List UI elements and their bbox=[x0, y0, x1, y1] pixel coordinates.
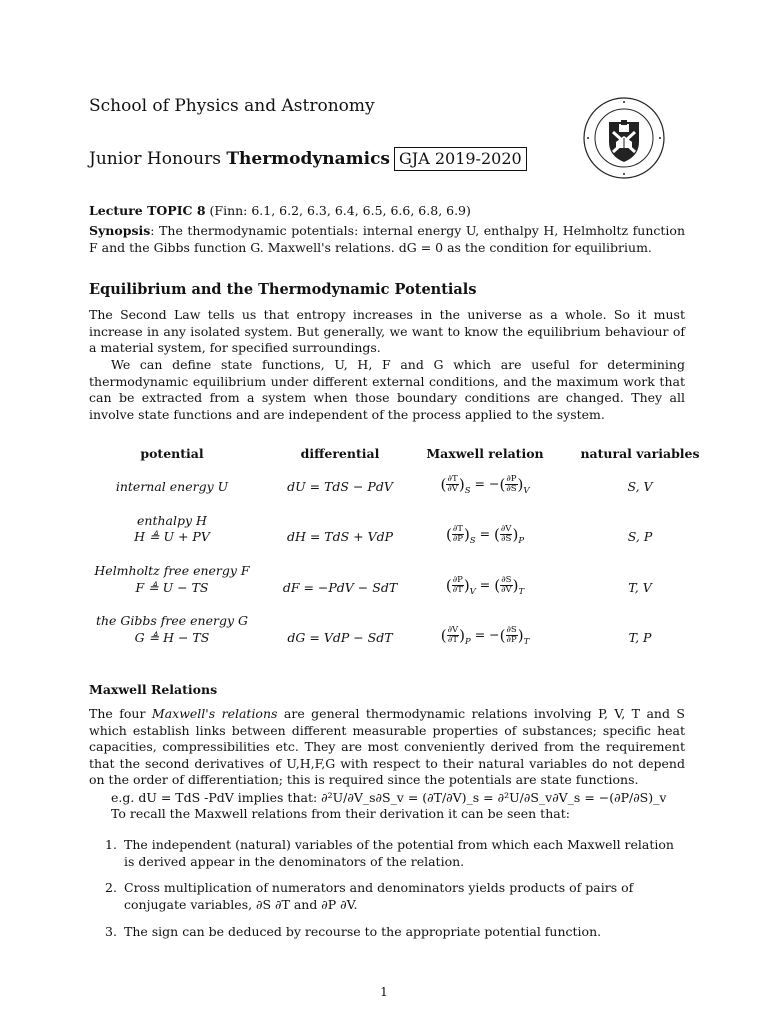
paragraph-maxwell-intro: The four Maxwell's relations are general thermodynamic relations involving P, V, T and S which establish links between different measurable properties of substances; specific heat capacities, compressibilities etc. They are most conveniently derived from the requirement that the second derivatives of U,H,F,G with respect to their natural variables do not depend on the order of differentiation; this is required since the potentials are state functions. bbox=[89, 706, 685, 788]
table-cell-differential: dG = VdP − SdT bbox=[287, 630, 393, 645]
table-header-maxwell: Maxwell relation bbox=[426, 446, 544, 461]
lecture-line bbox=[89, 203, 471, 218]
synopsis-text: : The thermodynamic potentials: internal energy U, enthalpy H, Helmholtz function F and the Gibbs function G. Maxwell's relations. dG = 0 as the condition for equilibrium. bbox=[89, 223, 685, 255]
table-cell-potential-definition: H ≜ U + PV bbox=[134, 529, 210, 544]
list-item: 2. Cross multiplication of numerators and denominators yields products of pairs of conjugate variables, ∂S ∂T and ∂P ∂V. bbox=[105, 880, 634, 912]
paragraph-state-functions: We can define state functions, U, H, F and G which are useful for determining thermodynamic equilibrium under different external conditions, and the maximum work that can be extracted from a system when those boundary conditions are changed. They all involve state functions and are independent of the process applied to the system. bbox=[89, 357, 685, 422]
page-number: 1 bbox=[380, 985, 388, 999]
table-cell-potential: internal energy U bbox=[115, 479, 229, 494]
table-cell-natural: S, P bbox=[627, 529, 653, 544]
table-cell-differential: dF = −PdV − SdT bbox=[282, 580, 398, 595]
section-heading-maxwell-relations: Maxwell Relations bbox=[89, 682, 218, 697]
table-cell-potential: Helmholtz free energy F bbox=[94, 563, 250, 578]
table-cell-maxwell: ( $\frac{\partial T}{\partial P}$ )$_S$ = ( $\frac{\partial V}{\partial S}$ )$_P$ bbox=[445, 524, 525, 546]
table-cell-differential: dH = TdS + VdP bbox=[286, 529, 394, 544]
course-subject: Thermodynamics bbox=[226, 149, 390, 169]
table-cell-maxwell: ( $\frac{\partial T}{\partial V}$ )$_S$ = −( $\frac{\partial P}{\partial S}$ )$_V$ bbox=[440, 474, 530, 496]
table-cell-potential-definition: G ≜ H − TS bbox=[134, 630, 210, 645]
section-heading-equilibrium: Equilibrium and the Thermodynamic Potentials bbox=[89, 281, 477, 298]
table-header-differential: differential bbox=[300, 446, 380, 461]
table-cell-maxwell: ( $\frac{\partial V}{\partial T}$ )$_P$ = −( $\frac{\partial S}{\partial P}$ )$_T$ bbox=[440, 625, 530, 647]
example-derivation: e.g. dU = TdS -PdV implies that: ∂²U/∂V_s∂S_v = (∂T/∂V)_s = ∂²U/∂S_v∂V_s = −(∂P/∂S)_v bbox=[111, 790, 667, 805]
table-header-potential: potential bbox=[140, 446, 204, 461]
table-header-natural-variables: natural variables bbox=[580, 446, 700, 461]
recall-sentence: To recall the Maxwell relations from their derivation it can be seen that: bbox=[111, 806, 570, 821]
synopsis bbox=[89, 222, 685, 256]
course-prefix: Junior Honours bbox=[89, 149, 227, 169]
list-item: 3. The sign can be deduced by recourse to the appropriate potential function. bbox=[105, 924, 602, 939]
table-cell-differential: dU = TdS − PdV bbox=[287, 479, 393, 494]
university-crest-logo bbox=[582, 96, 666, 180]
table-cell-natural: T, V bbox=[628, 580, 652, 595]
synopsis-label: Synopsis bbox=[89, 223, 151, 238]
lecture-label: Lecture TOPIC 8 bbox=[89, 203, 206, 218]
table-cell-maxwell: ( $\frac{\partial P}{\partial T}$ )$_V$ = ( $\frac{\partial S}{\partial V}$ )$_T$ bbox=[445, 575, 525, 597]
table-cell-potential-definition: F ≜ U − TS bbox=[135, 580, 209, 595]
table-cell-natural: S, V bbox=[627, 479, 653, 494]
maxwell-relations-term: Maxwell's relations bbox=[151, 706, 278, 721]
list-item: 1. The independent (natural) variables of the potential from which each Maxwell relation is derived appear in the denominators of the relation. bbox=[105, 837, 674, 869]
table-cell-potential: the Gibbs free energy G bbox=[95, 613, 249, 628]
school-name: School of Physics and Astronomy bbox=[89, 96, 375, 116]
lecture-refs: (Finn: 6.1, 6.2, 6.3, 6.4, 6.5, 6.6, 6.8, 6.9) bbox=[205, 203, 471, 218]
table-cell-natural: T, P bbox=[628, 630, 652, 645]
table-cell-potential: enthalpy H bbox=[137, 513, 207, 528]
course-code-box: GJA 2019-2020 bbox=[394, 147, 527, 171]
course-title bbox=[89, 149, 390, 169]
paragraph-second-law: The Second Law tells us that entropy increases in the universe as a whole. So it must increase in any isolated system. But generally, we want to know the equilibrium behaviour of a material system, for specified surroundings. bbox=[89, 307, 685, 356]
